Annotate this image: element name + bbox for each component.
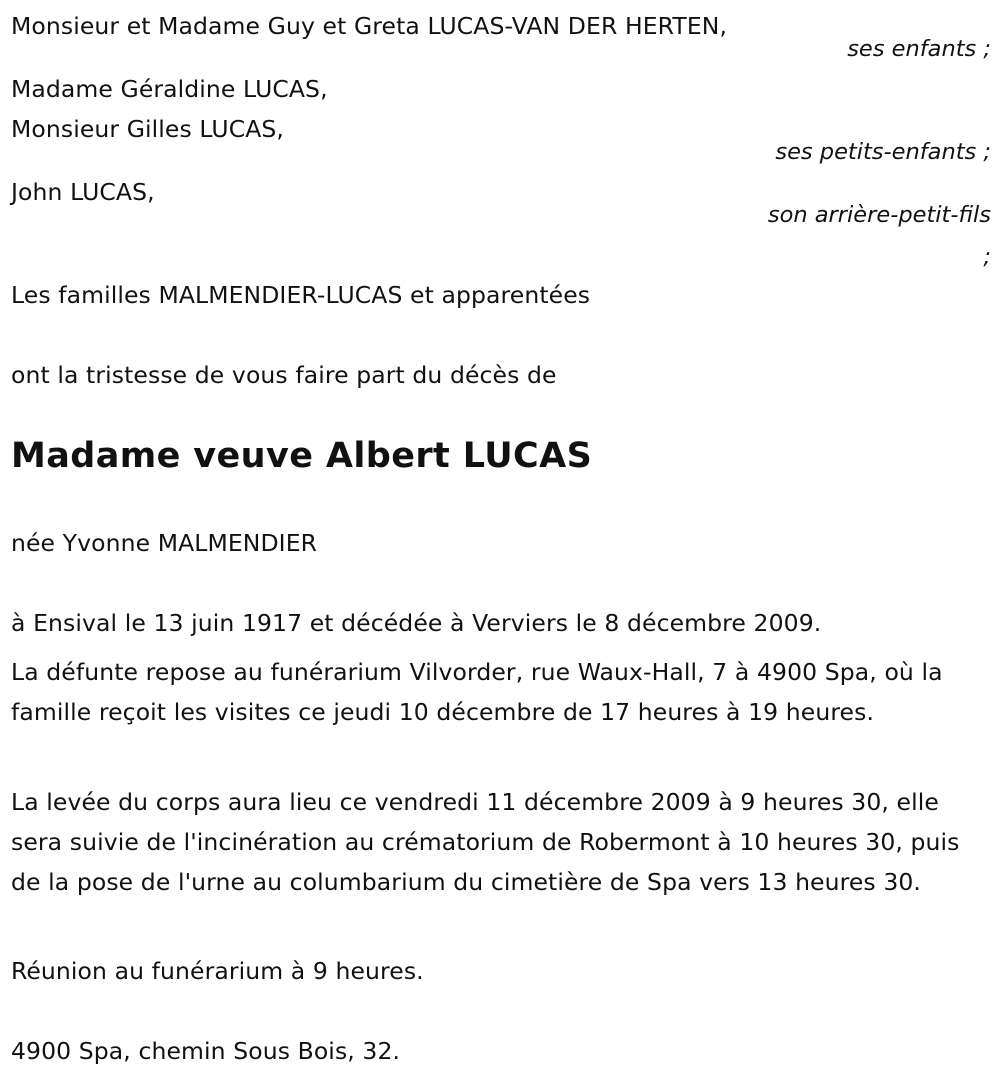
role-children: ses enfants ;	[847, 36, 991, 62]
ceremony-paragraph: La levée du corps aura lieu ce vendredi 11 décembre 2009 à 9 heures 30, elle sera suivie de l'incinération au crématorium de Robermont à 10 heures 30, puis de la pose de l'urne au columbarium du cimetière de Spa vers 13 heures 30.	[11, 788, 960, 896]
meeting-text: Réunion au funérarium à 9 heures.	[11, 957, 424, 985]
family-line-grandchild-2: Monsieur Gilles LUCAS,	[11, 115, 284, 143]
family-line-great-grandchild: John LUCAS,	[11, 178, 155, 206]
family-line-relatives: Les familles MALMENDIER-LUCAS et apparentées	[11, 281, 591, 309]
deceased-name: Madame veuve Albert LUCAS	[11, 436, 593, 476]
role-grandchildren: ses petits-enfants ;	[775, 139, 991, 165]
visitation-paragraph: La défunte repose au funérarium Vilvorder, rue Waux-Hall, 7 à 4900 Spa, où la famille reçoit les visites ce jeudi 10 décembre de 17 heures à 19 heures.	[11, 658, 943, 726]
family-line-grandchild-1: Madame Géraldine LUCAS,	[11, 75, 328, 103]
family-line-children: Monsieur et Madame Guy et Greta LUCAS-VAN DER HERTEN,	[11, 12, 728, 40]
role-great-grandchild-end: ;	[983, 244, 991, 270]
family-address: 4900 Spa, chemin Sous Bois, 32.	[11, 1037, 401, 1065]
role-great-grandchild: son arrière-petit-fils	[767, 202, 991, 228]
maiden-name: née Yvonne MALMENDIER	[11, 529, 318, 557]
announcement-text: ont la tristesse de vous faire part du décès de	[11, 361, 557, 389]
birth-death-text: à Ensival le 13 juin 1917 et décédée à Verviers le 8 décembre 2009.	[11, 609, 822, 637]
